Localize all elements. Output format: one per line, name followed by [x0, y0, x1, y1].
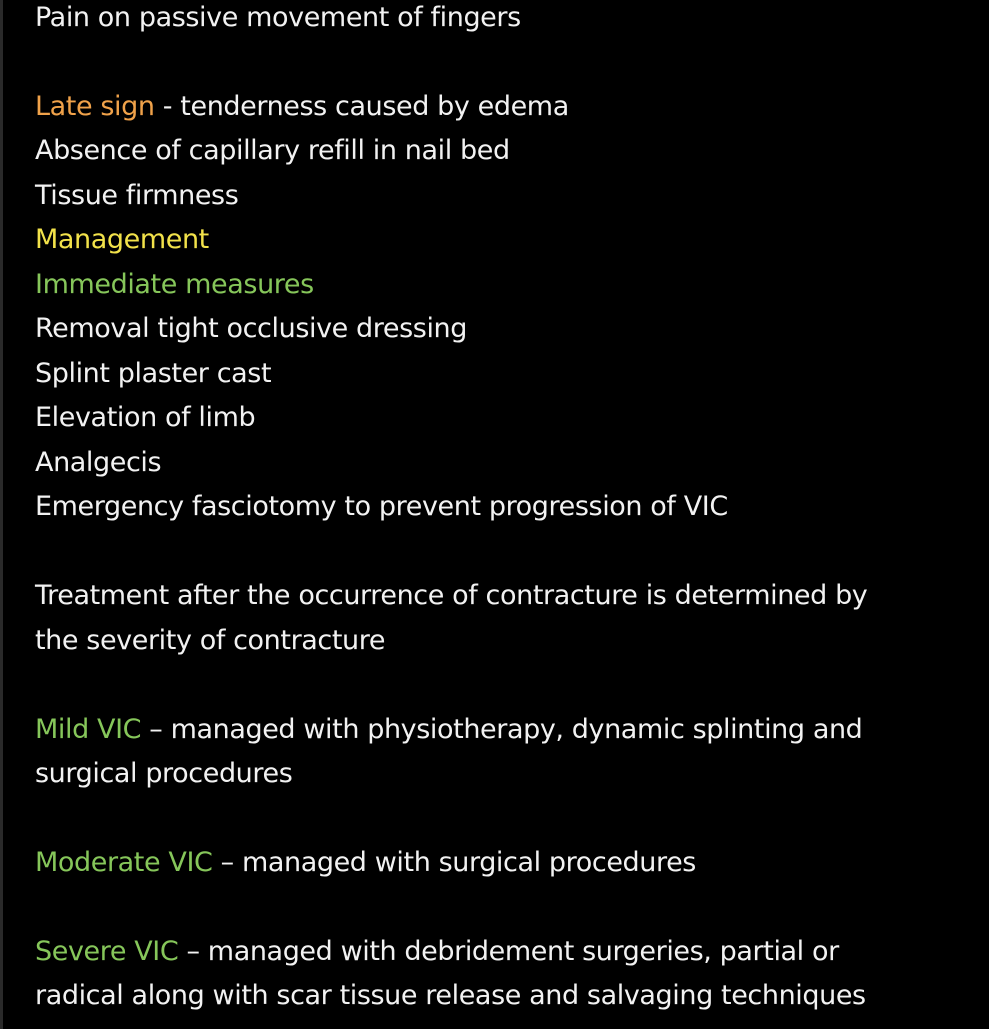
- late-sign-text: - tenderness caused by edema: [154, 91, 569, 122]
- line-removal-dressing: Removal tight occlusive dressing: [35, 313, 468, 344]
- treatment-paragraph-line-2: the severity of contracture: [35, 625, 386, 656]
- mild-vic-label: Mild VIC: [35, 714, 142, 745]
- text-line: [35, 619, 385, 663]
- immediate-measures-heading: Immediate measures: [35, 269, 314, 300]
- text-line: [35, 307, 467, 351]
- moderate-vic-text: – managed with surgical procedures: [212, 847, 696, 878]
- text-line: [35, 485, 728, 529]
- moderate-vic-label: Moderate VIC: [35, 847, 213, 878]
- line-pain-passive-movement: Pain on passive movement of fingers: [35, 2, 521, 33]
- text-line: [35, 441, 161, 485]
- line-splint-cast: Splint plaster cast: [35, 358, 272, 389]
- text-line: [35, 396, 255, 440]
- text-line: [35, 974, 866, 1018]
- line-emergency-fasciotomy: Emergency fasciotomy to prevent progression of VIC: [35, 491, 728, 522]
- text-line: [35, 574, 867, 618]
- text-line: [35, 129, 510, 173]
- text-line: [35, 930, 839, 974]
- left-edge-divider: [0, 0, 3, 1029]
- line-elevation-limb: Elevation of limb: [35, 402, 256, 433]
- text-line: [35, 218, 209, 262]
- severe-vic-label: Severe VIC: [35, 936, 179, 967]
- treatment-paragraph-line-1: Treatment after the occurrence of contracture is determined by: [35, 580, 868, 611]
- text-line: [35, 0, 521, 40]
- text-line: [35, 352, 271, 396]
- severe-vic-text: – managed with debridement surgeries, partial or: [178, 936, 839, 967]
- text-line: [35, 174, 238, 218]
- line-capillary-refill: Absence of capillary refill in nail bed: [35, 135, 510, 166]
- management-heading: Management: [35, 224, 209, 255]
- severe-vic-text-line-2: radical along with scar tissue release and salvaging techniques: [35, 980, 866, 1011]
- text-line: [35, 752, 292, 796]
- text-line: [35, 841, 696, 885]
- text-line: [35, 708, 862, 752]
- mild-vic-text-line-2: surgical procedures: [35, 758, 293, 789]
- line-tissue-firmness: Tissue firmness: [35, 180, 239, 211]
- late-sign-label: Late sign: [35, 91, 155, 122]
- text-line: [35, 85, 569, 129]
- mild-vic-text: – managed with physiotherapy, dynamic splinting and: [141, 714, 863, 745]
- line-analgecis: Analgecis: [35, 447, 162, 478]
- text-line: [35, 263, 314, 307]
